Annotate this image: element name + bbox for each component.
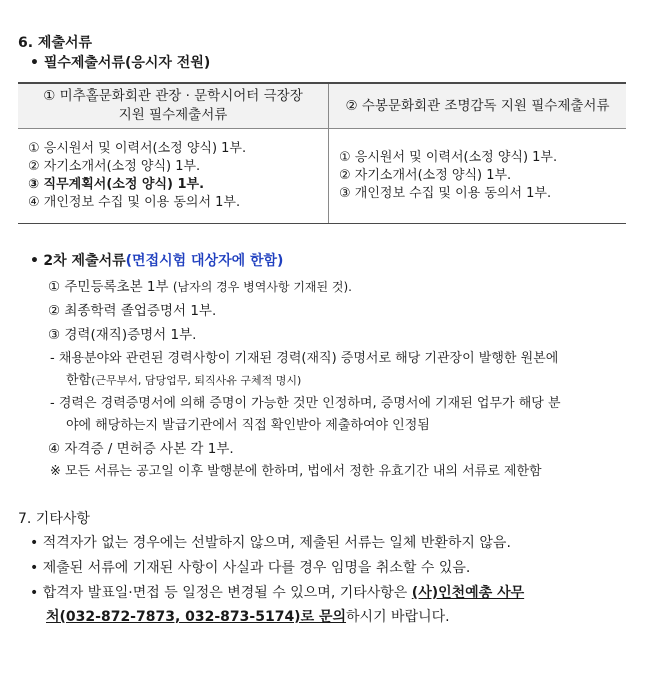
table-cell-col1 <box>18 129 329 224</box>
table-header-col2 <box>329 83 627 129</box>
validity-note: ※ 모든 서류는 공고일 이후 발행분에 한하며, 법에서 정한 유효기간 내의 서류로 제한함 <box>50 464 542 479</box>
section7-bullet-3-line1 <box>30 582 524 602</box>
section6-title: 6. 제출서류 <box>18 35 93 51</box>
detail-1-line2-a: 한함 <box>66 373 92 388</box>
required-docs-table <box>18 82 626 224</box>
col2-header: ② 수봉문화회관 조명감독 지원 필수제출서류 <box>345 97 610 114</box>
detail-1-line2 <box>66 369 301 388</box>
contact-org: (사)인천예총 사무 <box>411 585 525 601</box>
detail-2-line1: - 경력은 경력증명서에 의해 증명이 가능한 것만 인정하며, 증명서에 기재된 업무가 해당 분 <box>50 396 561 411</box>
list-item: ④ 개인정보 수집 및 이용 동의서 1부. <box>28 195 241 210</box>
detail-1-line1: - 채용분야와 관련된 경력사항이 기재된 경력(재직) 증명서로 해당 기관장이 발행한 원본에 <box>50 351 559 366</box>
detail-1-line2-b: (근무부서, 담당업무, 퇴직사유 구체적 명시) <box>91 374 302 387</box>
bullet-3-text-b: 하시기 바랍니다. <box>346 609 450 625</box>
second-round-heading <box>30 250 283 270</box>
second-item-1-note: (남자의 경우 병역사항 기재된 것). <box>172 280 352 294</box>
list-item: ① 응시원서 및 이력서(소정 양식) 1부. <box>28 141 247 156</box>
list-item: ② 자기소개서(소정 양식) 1부. <box>339 168 512 183</box>
table-header-col1 <box>18 83 329 129</box>
second-round-title: 2차 제출서류 <box>43 253 126 269</box>
section7-bullet-2: • 제출된 서류에 기재된 사항이 사실과 다를 경우 임명을 취소할 수 있음. <box>30 560 471 576</box>
second-round-note: (면접시험 대상자에 한함) <box>125 253 284 269</box>
list-item: ① 응시원서 및 이력서(소정 양식) 1부. <box>339 150 558 165</box>
contact-phone: 처(032-872-7873, 032-873-5174)로 문의 <box>46 609 347 625</box>
bullet-3-text-a: • 합격자 발표일·면접 등 일정은 변경될 수 있으며, 기타사항은 <box>30 585 412 601</box>
section7-bullet-3-line2 <box>46 606 450 626</box>
second-item-1 <box>48 275 352 295</box>
second-item-1-text: ① 주민등록초본 1부 <box>48 279 169 295</box>
second-item-2: ② 최종학력 졸업증명서 1부. <box>48 303 217 319</box>
col1-header-line2: 지원 필수제출서류 <box>118 107 228 123</box>
second-item-4: ④ 자격증 / 면허증 사본 각 1부. <box>48 441 234 457</box>
table-cell-col2 <box>329 129 627 224</box>
bullet: • <box>30 253 39 269</box>
list-item: ③ 직무계획서(소정 양식) 1부. <box>28 177 205 192</box>
second-item-3: ③ 경력(재직)증명서 1부. <box>48 327 197 343</box>
detail-2-line2: 야에 해당하는지 발급기관에서 직접 확인받아 제출하여야 인정됨 <box>66 418 430 433</box>
section7-title: 7. 기타사항 <box>18 511 90 527</box>
list-item: ③ 개인정보 수집 및 이용 동의서 1부. <box>339 186 552 201</box>
list-item: ② 자기소개서(소정 양식) 1부. <box>28 159 201 174</box>
required-docs-heading: • 필수제출서류(응시자 전원) <box>30 55 211 71</box>
section7-bullet-1: • 적격자가 없는 경우에는 선발하지 않으며, 제출된 서류는 일체 반환하지 않음. <box>30 535 511 551</box>
col1-header-line1: ① 미추홀문화회관 관장 · 문학시어터 극장장 <box>43 88 303 104</box>
